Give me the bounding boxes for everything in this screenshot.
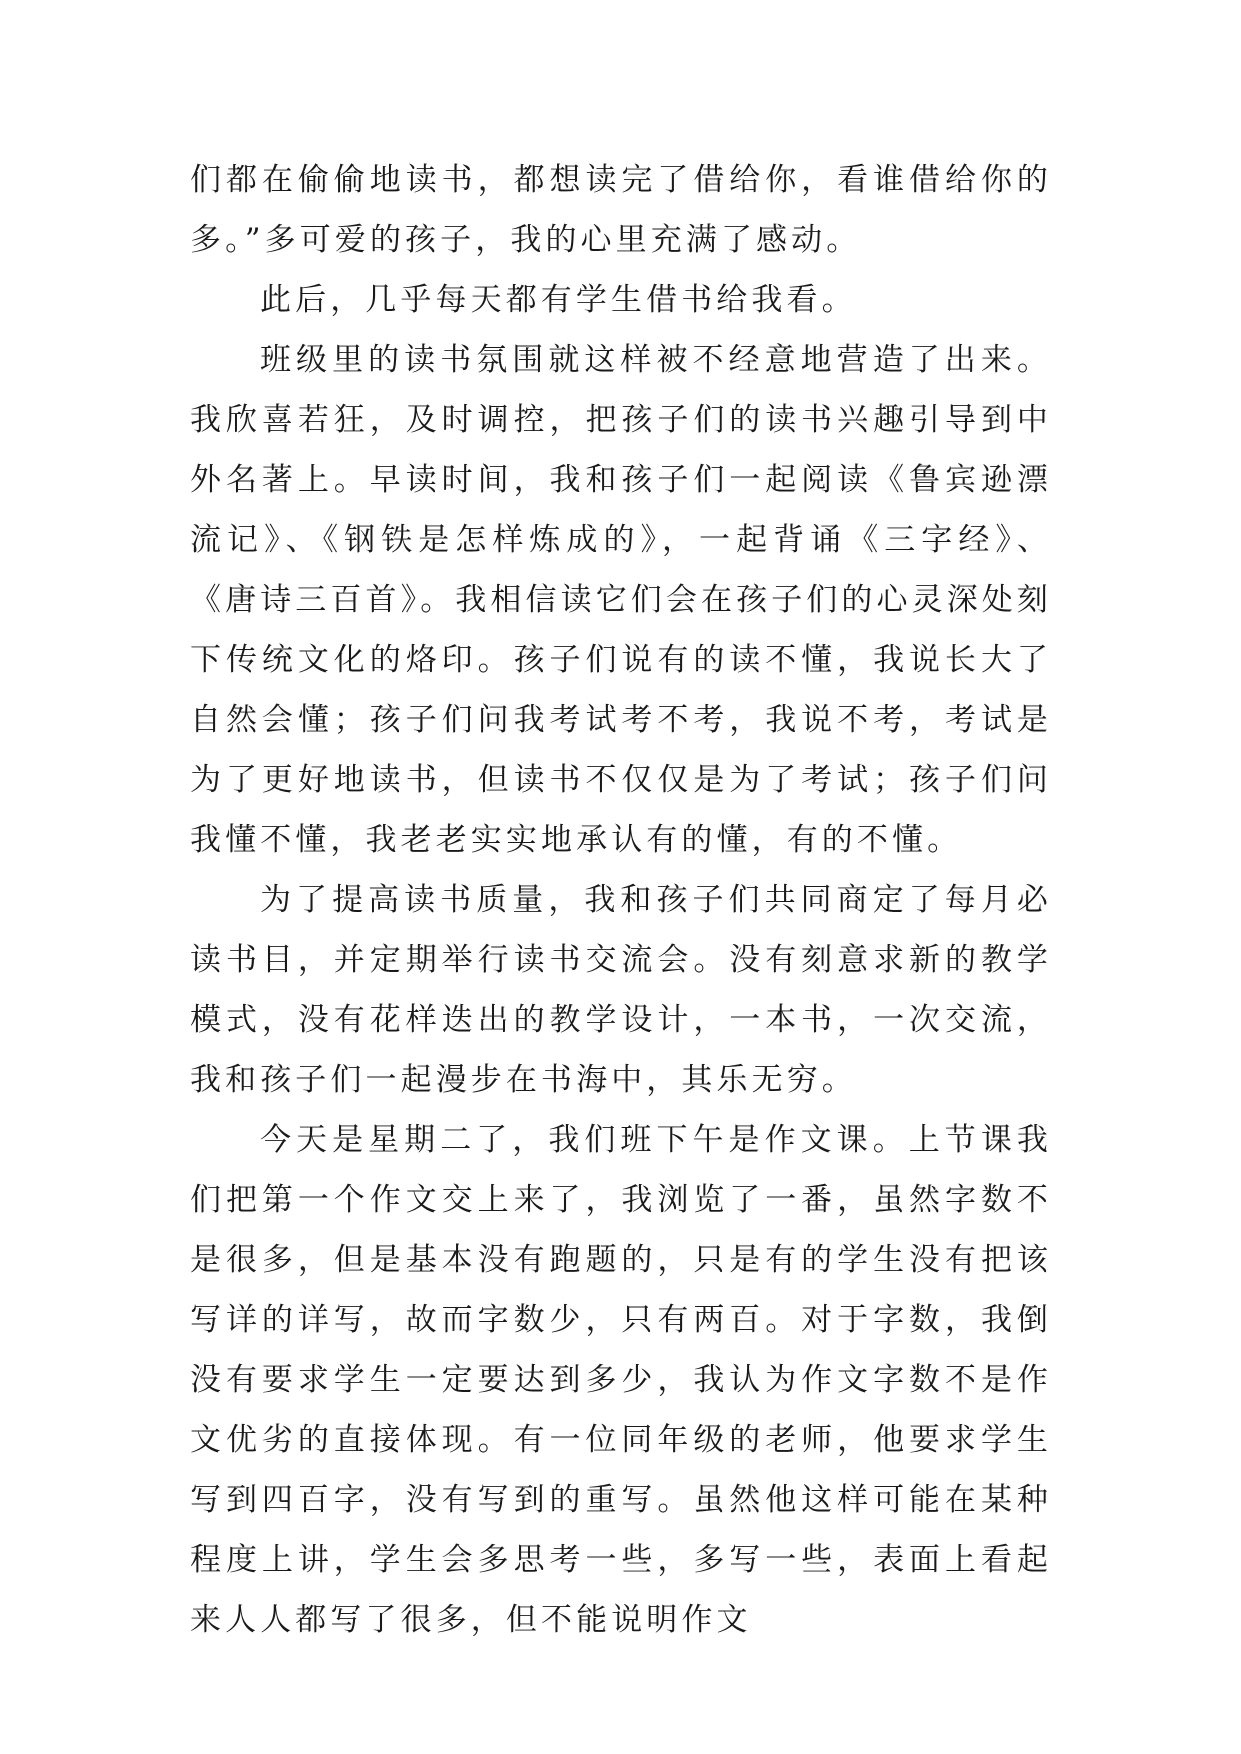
paragraph-1: 们都在偷偷地读书，都想读完了借给你，看谁借给你的多。”多可爱的孩子，我的心里充满了感动。 [190, 162, 1052, 258]
paragraph-4: 为了提高读书质量，我和孩子们共同商定了每月必读书目，并定期举行读书交流会。没有刻意求新的教学模式，没有花样迭出的教学设计，一本书，一次交流，我和孩子们一起漫步在书海中，其乐无穷。 [190, 882, 1052, 1098]
paragraph-2: 此后，几乎每天都有学生借书给我看。 [260, 282, 857, 318]
paragraph-5: 今天是星期二了，我们班下午是作文课。上节课我们把第一个作文交上来了，我浏览了一番，虽然字数不是很多，但是基本没有跑题的，只是有的学生没有把该写详的详写，故而字数少，只有两百。对于字数，我倒没有要求学生一定要达到多少，我认为作文字数不是作文优劣的直接体现。有一位同年级的老师，他要求学生写到四百字，没有写到的重写。虽然他这样可能在某种程度上讲，学生会多思考一些，多写一些，表面上看起来人人都写了很多，但不能说明作文 [190, 1122, 1052, 1638]
document-body [190, 150, 1052, 1650]
paragraph-3: 班级里的读书氛围就这样被不经意地营造了出来。我欣喜若狂，及时调控，把孩子们的读书兴趣引导到中外名著上。早读时间，我和孩子们一起阅读《鲁宾逊漂流记》、《钢铁是怎样炼成的》，一起背诵《三字经》、《唐诗三百首》。我相信读它们会在孩子们的心灵深处刻下传统文化的烙印。孩子们说有的读不懂，我说长大了自然会懂；孩子们问我考试考不考，我说不考，考试是为了更好地读书，但读书不仅仅是为了考试；孩子们问我懂不懂，我老老实实地承认有的懂，有的不懂。 [190, 342, 1052, 858]
